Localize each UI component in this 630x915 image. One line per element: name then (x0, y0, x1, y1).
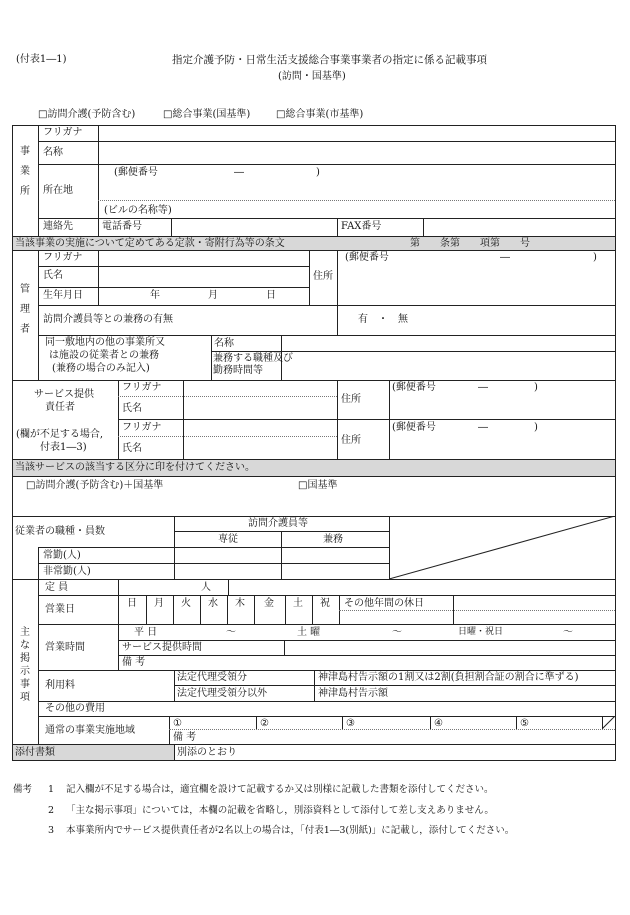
check-general-national[interactable]: □総合事業(国基準) (163, 109, 251, 120)
sunday-tilde: ～ (563, 627, 573, 638)
area-mark-5: ⑤ (520, 718, 529, 729)
saturday-label: 土 曜 (297, 627, 321, 638)
articles-value: 第 条第 項第 号 (410, 238, 530, 249)
area-label: 通常の事業実施地域 (45, 725, 135, 736)
office-building-label: (ビルの名称等) (104, 205, 172, 216)
manager-concurrent-label: 訪問介護員等との兼務の有無 (43, 314, 173, 325)
sunday-label: 日曜・祝日 (458, 627, 504, 637)
manager-other-name-label: 名称 (214, 338, 234, 349)
articles-label: 当該事業の実施について定めてある定款・寄附行為等の条文 (15, 238, 285, 249)
provider1-postal-dash: ― (478, 382, 488, 393)
provider2-furigana-label: フリガナ (122, 422, 162, 433)
provider1-furigana-label: フリガナ (122, 382, 162, 393)
office-furigana-label: フリガナ (43, 127, 83, 138)
day-sun[interactable]: 日 (127, 598, 137, 609)
attach-label: 添付書類 (15, 747, 55, 758)
manager-concurrent-value[interactable]: 有 ・ 無 (358, 314, 408, 325)
staff-diagonal (389, 516, 615, 580)
check-visit-care[interactable]: □訪問介護(予防含む) (38, 109, 136, 120)
staff-full-label: 専従 (218, 534, 238, 545)
manager-day: 日 (266, 290, 276, 301)
office-address-label: 所在地 (43, 185, 73, 196)
fee-label: 利用料 (45, 680, 75, 691)
hours-remarks-label: 備 考 (122, 657, 146, 668)
business-hours-label: 営業時間 (45, 642, 85, 653)
provider-label-line4: 付表1―3) (40, 442, 87, 453)
staff-label: 従業者の職種・員数 (15, 526, 105, 537)
manager-address-label: 住所 (313, 271, 333, 282)
note-1-num: 1 (48, 784, 55, 795)
service-hours-label: サービス提供時間 (122, 642, 202, 653)
day-tue[interactable]: 火 (181, 598, 191, 609)
provider-label-line3: (欄が不足する場合, (16, 429, 104, 440)
provider1-postal-close: ) (534, 382, 538, 393)
capacity-unit: 人 (201, 582, 211, 593)
service-instruction: 当該サービスの該当する区分に印を付けてください。 (15, 462, 255, 473)
weekday-label: 平 日 (134, 627, 158, 638)
manager-other-line3: (兼務の場合のみ記入) (52, 363, 150, 374)
day-wed[interactable]: 水 (208, 598, 218, 609)
fee2-label: 法定代理受領分以外 (177, 688, 267, 699)
manager-duty-line1: 兼務する職種及び (213, 353, 293, 364)
page-title: 指定介護予防・日常生活支援総合事業事業者の指定に係る記載事項 (172, 54, 487, 66)
provider2-postal-dash: ― (478, 422, 488, 433)
note-2-num: 2 (48, 805, 55, 816)
day-holiday[interactable]: 祝 (320, 598, 330, 609)
area-mark-2: ② (260, 718, 269, 729)
provider-label-line2: 責任者 (45, 402, 75, 413)
manager-section-label: 管理者 (20, 284, 30, 335)
office-postal-open: (郵便番号 (114, 167, 158, 178)
note-1: 記入欄が不足する場合は，適宜欄を設けて記載するか又は別様に記載した書類を添付してください。 (66, 784, 494, 795)
manager-postal-open: (郵便番号 (345, 252, 389, 263)
main-section-label: 主な掲示事項 (20, 627, 30, 703)
manager-postal-dash: ― (500, 252, 510, 263)
area-remarks-label: 備 考 (173, 732, 197, 743)
area-mark-4: ④ (434, 718, 443, 729)
provider1-address-label: 住所 (341, 394, 361, 405)
manager-postal-close: ) (593, 252, 597, 263)
manager-birth-label: 生年月日 (43, 290, 83, 301)
manager-other-line1: 同一敷地内の他の事業所又 (45, 337, 165, 348)
business-days-label: 営業日 (45, 604, 75, 615)
notes-prefix: 備考 (13, 784, 33, 795)
attach-value: 別添のとおり (177, 747, 237, 758)
provider1-postal-open: (郵便番号 (392, 382, 436, 393)
note-2: 「主な掲示事項」については，本欄の記載を省略し，別添資料として添付して差し支えありません。 (66, 805, 494, 816)
other-costs-label: その他の費用 (45, 703, 105, 714)
office-postal-close: ) (316, 167, 320, 178)
staff-group-label: 訪問介護員等 (248, 518, 308, 529)
office-fax-label: FAX番号 (341, 221, 382, 232)
office-contact-label: 連絡先 (43, 221, 73, 232)
manager-name-label: 氏名 (43, 270, 63, 281)
manager-duty-line2: 勤務時間等 (213, 365, 263, 376)
note-3-num: 3 (48, 825, 55, 836)
provider1-name-label: 氏名 (122, 403, 142, 414)
service-opt-visit-national[interactable]: □訪問介護(予防含む)＋国基準 (26, 480, 164, 491)
service-opt-national[interactable]: □国基準 (298, 480, 338, 491)
staff-dual-label: 兼務 (323, 534, 343, 545)
office-phone-label: 電話番号 (102, 221, 142, 232)
area-mark-3: ③ (346, 718, 355, 729)
note-3: 本事業所内でサービス提供責任者が2名以上の場合は，「付表1―3(別紙)」に記載し，添付してください。 (66, 825, 515, 836)
fee1-value: 神津島村告示額の1割又は2割(負担割合証の割合に準ずる) (318, 672, 579, 683)
saturday-tilde: ～ (392, 627, 402, 638)
manager-other-line2: は施設の従業者との兼務 (49, 350, 159, 361)
day-thu[interactable]: 木 (235, 598, 245, 609)
office-name-label: 名称 (43, 147, 63, 158)
staff-parttime-label: 非常勤(人) (43, 566, 91, 577)
page-subtitle: (訪問・国基準) (278, 71, 346, 82)
office-section-label: 事業所 (20, 146, 30, 197)
provider2-postal-open: (郵便番号 (392, 422, 436, 433)
fee1-label: 法定代理受領分 (177, 672, 247, 683)
provider2-address-label: 住所 (341, 435, 361, 446)
day-mon[interactable]: 月 (154, 598, 164, 609)
area-diagonal (602, 716, 616, 730)
capacity-label: 定 員 (45, 582, 69, 593)
office-postal-dash: ― (234, 167, 244, 178)
area-mark-1: ① (173, 718, 182, 729)
other-holidays-label: その他年間の休日 (344, 598, 424, 609)
manager-furigana-label: フリガナ (43, 252, 83, 263)
staff-fulltime-label: 常勤(人) (43, 550, 81, 561)
weekday-tilde: ～ (226, 627, 236, 638)
provider-label-line1: サービス提供 (34, 389, 94, 400)
provider2-name-label: 氏名 (122, 443, 142, 454)
check-general-municipal[interactable]: □総合事業(市基準) (276, 109, 364, 120)
manager-month: 月 (208, 290, 218, 301)
fee2-value: 神津島村告示額 (318, 688, 388, 699)
form-ref: (付表1―1) (16, 54, 67, 65)
provider2-postal-close: ) (534, 422, 538, 433)
day-fri[interactable]: 金 (264, 598, 274, 609)
manager-year: 年 (150, 290, 160, 301)
day-sat[interactable]: 土 (293, 598, 303, 609)
